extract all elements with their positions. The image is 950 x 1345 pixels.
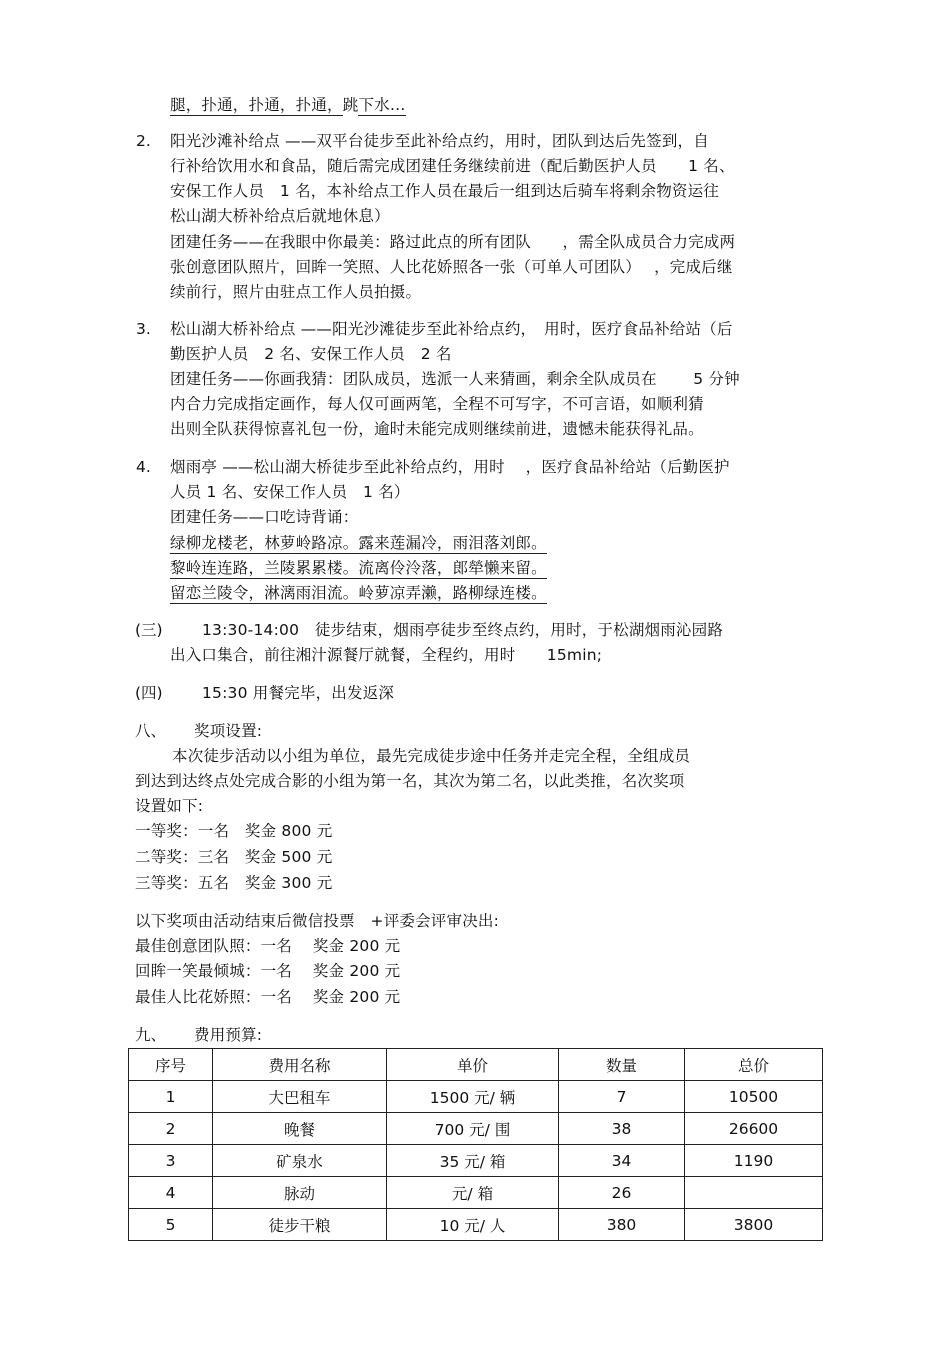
poem-continuation-line bbox=[170, 94, 406, 116]
poem-fragment: 林萝岭路凉。 bbox=[264, 534, 359, 552]
table-cell: 4 bbox=[129, 1177, 213, 1209]
poem-fragment: 绿柳龙楼老， bbox=[170, 534, 265, 552]
text-fragment: 扑通， bbox=[248, 96, 296, 114]
column-header: 数量 bbox=[559, 1049, 685, 1081]
item4-line: 烟雨亭 ——松山湖大桥徒步至此补给点约，用时 ，医疗食品补给站（后勤医护 bbox=[170, 458, 730, 476]
item-number: 4. bbox=[136, 458, 151, 476]
table-cell: 晚餐 bbox=[213, 1113, 387, 1145]
table-cell: 34 bbox=[559, 1145, 685, 1177]
table-row bbox=[129, 1145, 823, 1177]
table-cell: 徒步干粮 bbox=[213, 1209, 387, 1241]
table-cell: 7 bbox=[559, 1081, 685, 1113]
table-cell: 26600 bbox=[685, 1113, 823, 1145]
awards-paragraph-line: 本次徒步活动以小组为单位，最先完成徒步途中任务并走完全程，全组成员 bbox=[172, 747, 691, 765]
poem-fragment: 岭萝凉弄濑，路柳绿连楼。 bbox=[358, 584, 547, 602]
item3-line: 团建任务——你画我猜：团队成员，选派一人来猜画，剩余全队成员在 5 分钟 bbox=[170, 370, 740, 388]
text-fragment: 跳 bbox=[342, 96, 359, 114]
section3-line: 出入口集合，前往湘汁源餐厅就餐，全程约，用时 15min; bbox=[170, 646, 603, 664]
table-cell: 380 bbox=[559, 1209, 685, 1241]
table-row bbox=[129, 1081, 823, 1113]
heading-number: 八、 bbox=[135, 722, 167, 740]
poem-line bbox=[170, 582, 547, 604]
text-fragment: 下水… bbox=[358, 96, 406, 114]
poem-line bbox=[170, 557, 547, 579]
prize-line: 二等奖：三名 奖金 500 元 bbox=[135, 848, 333, 866]
poem-line bbox=[170, 532, 547, 554]
awards-paragraph-line: 设置如下: bbox=[135, 797, 204, 815]
poem-fragment: 黎岭连连路， bbox=[170, 559, 265, 577]
section3-line: 13:30-14:00 徒步结束，烟雨亭徒步至终点约，用时，于松湖烟雨沁园路 bbox=[202, 621, 724, 639]
item2-line: 续前行，照片由驻点工作人员拍摄。 bbox=[170, 283, 422, 301]
item2-line: 安保工作人员 1 名，本补给点工作人员在最后一组到达后骑车将剩余物资运往 bbox=[170, 182, 719, 200]
item3-line: 勤医护人员 2 名、安保工作人员 2 名 bbox=[170, 345, 452, 363]
prize-line: 三等奖：五名 奖金 300 元 bbox=[135, 874, 333, 892]
table-cell: 1 bbox=[129, 1081, 213, 1113]
poem-fragment: 兰陵累累楼。 bbox=[264, 559, 359, 577]
budget-table bbox=[128, 1048, 823, 1241]
awards-paragraph-line: 到达到达终点处完成合影的小组为第一名，其次为第二名，以此类推，名次奖项 bbox=[135, 772, 685, 790]
table-cell bbox=[685, 1177, 823, 1209]
item4-line: 团建任务——口吃诗背诵： bbox=[170, 508, 359, 526]
text-fragment: 扑通， bbox=[295, 96, 343, 114]
poem-fragment: 淋漓雨泪流。 bbox=[264, 584, 359, 602]
table-cell: 脉动 bbox=[213, 1177, 387, 1209]
item3-line: 松山湖大桥补给点 ——阳光沙滩徒步至此补给点约， 用时，医疗食品补给站（后 bbox=[170, 320, 733, 338]
poem-fragment: 流离伶泠落，郎犖懒来留。 bbox=[358, 559, 547, 577]
section-number: (四) bbox=[135, 684, 163, 702]
table-cell: 700 元/ 围 bbox=[387, 1113, 559, 1145]
table-cell: 5 bbox=[129, 1209, 213, 1241]
column-header: 总价 bbox=[685, 1049, 823, 1081]
text-fragment: 腿， bbox=[170, 96, 202, 114]
section-number: (三) bbox=[135, 621, 163, 639]
table-cell: 矿泉水 bbox=[213, 1145, 387, 1177]
table-row bbox=[129, 1113, 823, 1145]
table-cell: 38 bbox=[559, 1113, 685, 1145]
item2-line: 行补给饮用水和食品，随后需完成团建任务继续前进（配后勤医护人员 1 名、 bbox=[170, 157, 735, 175]
item3-line: 出则全队获得惊喜礼包一份，逾时未能完成则继续前进，遗憾未能获得礼品。 bbox=[170, 420, 704, 438]
vote-intro: 以下奖项由活动结束后微信投票 +评委会评审决出: bbox=[135, 912, 500, 930]
budget-heading: 费用预算: bbox=[194, 1026, 263, 1044]
vote-prize-line: 回眸一笑最倾城：一名 奖金 200 元 bbox=[135, 962, 401, 980]
heading-number: 九、 bbox=[135, 1026, 167, 1044]
table-header-row bbox=[129, 1049, 823, 1081]
table-cell: 1500 元/ 辆 bbox=[387, 1081, 559, 1113]
table-cell: 26 bbox=[559, 1177, 685, 1209]
column-header: 单价 bbox=[387, 1049, 559, 1081]
item2-line: 阳光沙滩补给点 ——双平台徒步至此补给点约，用时，团队到达后先签到，自 bbox=[170, 132, 709, 150]
table-row bbox=[129, 1177, 823, 1209]
item4-line: 人员 1 名、安保工作人员 1 名） bbox=[170, 483, 410, 501]
table-row bbox=[129, 1209, 823, 1241]
column-header: 序号 bbox=[129, 1049, 213, 1081]
table-cell: 3800 bbox=[685, 1209, 823, 1241]
table-cell: 大巴租车 bbox=[213, 1081, 387, 1113]
item2-line: 团建任务——在我眼中你最美：路过此点的所有团队 ，需全队成员合力完成两 bbox=[170, 233, 736, 251]
prize-line: 一等奖：一名 奖金 800 元 bbox=[135, 822, 333, 840]
vote-prize-line: 最佳人比花娇照：一名 奖金 200 元 bbox=[135, 988, 401, 1006]
poem-fragment: 留恋兰陵令， bbox=[170, 584, 265, 602]
poem-fragment: 露来莲漏冷，雨泪落刘郎。 bbox=[358, 534, 547, 552]
awards-heading: 奖项设置: bbox=[194, 722, 263, 740]
item-number: 2. bbox=[136, 132, 151, 150]
section4-line: 15:30 用餐完毕，出发返深 bbox=[202, 684, 395, 702]
item3-line: 内合力完成指定画作，每人仅可画两笔，全程不可写字，不可言语，如顺利猜 bbox=[170, 395, 704, 413]
item-number: 3. bbox=[136, 320, 151, 338]
table-cell: 1190 bbox=[685, 1145, 823, 1177]
item2-line: 张创意团队照片，回眸一笑照、人比花娇照各一张（可单人可团队） ，完成后继 bbox=[170, 258, 733, 276]
text-fragment: 扑通， bbox=[201, 96, 249, 114]
table-cell: 35 元/ 箱 bbox=[387, 1145, 559, 1177]
vote-prize-line: 最佳创意团队照：一名 奖金 200 元 bbox=[135, 937, 401, 955]
table-cell: 2 bbox=[129, 1113, 213, 1145]
table-cell: 10500 bbox=[685, 1081, 823, 1113]
table-cell: 10 元/ 人 bbox=[387, 1209, 559, 1241]
item2-line: 松山湖大桥补给点后就地休息） bbox=[170, 207, 390, 225]
table-cell: 3 bbox=[129, 1145, 213, 1177]
column-header: 费用名称 bbox=[213, 1049, 387, 1081]
table-cell: 元/ 箱 bbox=[387, 1177, 559, 1209]
